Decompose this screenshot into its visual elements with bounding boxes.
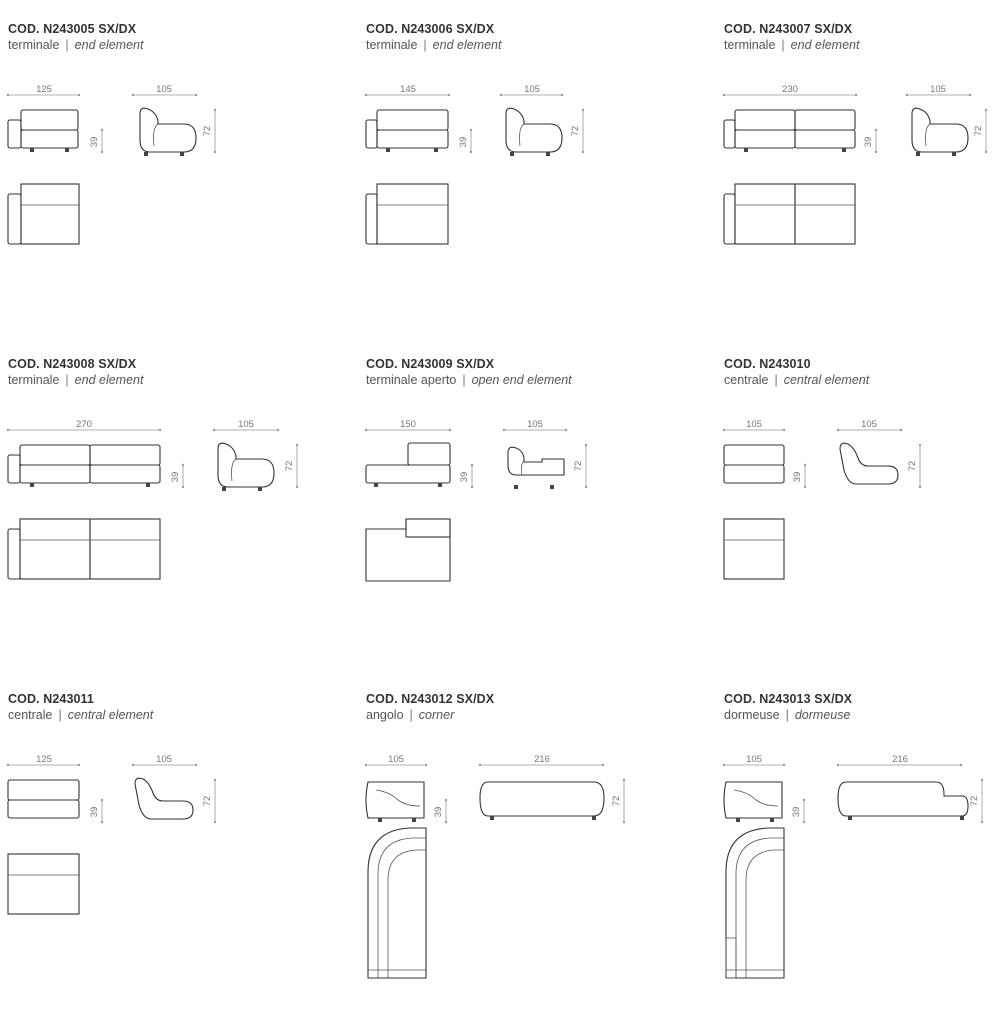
front-view — [366, 782, 424, 822]
svg-text:105: 105 — [238, 419, 254, 430]
svg-text:105: 105 — [527, 419, 543, 430]
svg-text:230: 230 — [782, 84, 798, 95]
module-code: COD. N243010 — [724, 357, 811, 371]
side-view — [840, 443, 898, 484]
back-height-dimension — [570, 109, 584, 153]
separator: | — [781, 38, 785, 52]
svg-text:39: 39 — [791, 806, 802, 818]
svg-text:216: 216 — [892, 754, 908, 765]
front-view — [8, 780, 79, 818]
separator: | — [58, 708, 62, 722]
module-code: COD. N243013 SX/DX — [724, 692, 853, 706]
svg-text:72: 72 — [973, 125, 984, 137]
side-view — [218, 443, 274, 491]
module-drawings — [724, 22, 994, 342]
side-view — [480, 782, 604, 820]
module-code: COD. N243009 SX/DX — [366, 357, 495, 371]
seat-height-dimension — [89, 799, 103, 823]
module-n243009 — [366, 357, 696, 677]
seat-height-dimension — [459, 464, 473, 488]
module-name-it: terminale — [8, 373, 60, 387]
module-name-en: open end element — [471, 373, 572, 387]
svg-text:105: 105 — [156, 84, 172, 95]
side-view — [912, 108, 968, 156]
front-view — [724, 445, 784, 483]
module-name-it: centrale — [724, 373, 769, 387]
module-code: COD. N243008 SX/DX — [8, 357, 137, 371]
module-name-en: central element — [783, 373, 870, 387]
module-drawings — [8, 357, 338, 677]
svg-text:72: 72 — [969, 795, 980, 807]
module-drawings — [366, 692, 666, 992]
module-n243007 — [724, 22, 1003, 342]
svg-text:125: 125 — [36, 84, 52, 95]
module-n243010 — [724, 357, 1003, 677]
side-view — [506, 108, 562, 156]
svg-text:105: 105 — [524, 84, 540, 95]
front-view — [366, 443, 450, 487]
svg-text:39: 39 — [863, 136, 874, 148]
separator: | — [65, 38, 69, 52]
front-width-dimension — [723, 419, 785, 431]
separator: | — [774, 373, 778, 387]
back-height-dimension — [202, 779, 216, 823]
svg-text:39: 39 — [459, 471, 470, 483]
module-name-it: terminale — [724, 38, 776, 52]
svg-text:105: 105 — [746, 419, 762, 430]
plan-view — [8, 184, 79, 244]
module-name-en: end element — [790, 38, 860, 52]
svg-text:105: 105 — [930, 84, 946, 95]
separator: | — [423, 38, 427, 52]
module-code: COD. N243012 SX/DX — [366, 692, 495, 706]
side-width-dimension — [213, 419, 279, 431]
front-width-dimension — [365, 754, 427, 766]
module-name-en: end element — [74, 373, 144, 387]
side-width-dimension — [500, 84, 563, 96]
front-width-dimension — [7, 419, 161, 431]
front-width-dimension — [7, 84, 80, 96]
svg-text:72: 72 — [202, 125, 213, 137]
seat-height-dimension — [458, 129, 472, 153]
back-height-dimension — [907, 444, 921, 488]
module-name-en: end element — [74, 38, 144, 52]
svg-text:216: 216 — [534, 754, 550, 765]
svg-text:72: 72 — [573, 460, 584, 472]
side-width-dimension — [837, 419, 902, 431]
side-width-dimension — [132, 84, 197, 96]
svg-text:39: 39 — [89, 136, 100, 148]
module-code: COD. N243007 SX/DX — [724, 22, 853, 36]
module-name-en: end element — [432, 38, 502, 52]
side-width-dimension — [132, 754, 197, 766]
module-name-it: terminale — [8, 38, 60, 52]
front-width-dimension — [365, 419, 451, 431]
back-height-dimension — [611, 779, 625, 823]
plan-view — [366, 184, 448, 244]
svg-text:39: 39 — [433, 806, 444, 818]
svg-text:105: 105 — [156, 754, 172, 765]
plan-view — [368, 828, 426, 978]
module-n243008 — [8, 357, 338, 677]
plan-view — [724, 519, 784, 579]
seat-height-dimension — [89, 129, 103, 153]
separator: | — [409, 708, 413, 722]
svg-text:125: 125 — [36, 754, 52, 765]
back-height-dimension — [969, 779, 983, 823]
seat-height-dimension — [792, 464, 806, 488]
side-width-dimension — [906, 84, 971, 96]
back-height-dimension — [973, 109, 987, 153]
side-view — [838, 782, 968, 820]
svg-text:39: 39 — [458, 136, 469, 148]
svg-text:145: 145 — [400, 84, 416, 95]
module-name-it: dormeuse — [724, 708, 780, 722]
seat-height-dimension — [433, 799, 447, 823]
back-height-dimension — [202, 109, 216, 153]
side-width-dimension — [479, 754, 604, 766]
svg-text:39: 39 — [170, 471, 181, 483]
svg-text:105: 105 — [388, 754, 404, 765]
module-n243006 — [366, 22, 696, 342]
plan-view — [8, 854, 79, 914]
front-view — [8, 445, 160, 487]
side-view — [508, 447, 564, 489]
module-n243013 — [724, 692, 1003, 1012]
svg-text:72: 72 — [202, 795, 213, 807]
module-n243005 — [8, 22, 338, 342]
module-n243012 — [366, 692, 696, 1012]
module-name-en: corner — [418, 708, 455, 722]
svg-text:150: 150 — [400, 419, 416, 430]
front-width-dimension — [7, 754, 80, 766]
back-height-dimension — [573, 444, 587, 488]
module-drawings — [366, 22, 696, 342]
side-view — [140, 108, 196, 156]
module-drawings — [724, 692, 994, 992]
plan-view — [366, 519, 450, 581]
plan-view — [8, 519, 160, 579]
module-name-it: centrale — [8, 708, 53, 722]
svg-text:39: 39 — [792, 471, 803, 483]
module-drawings — [724, 357, 994, 677]
separator: | — [462, 373, 466, 387]
svg-text:105: 105 — [861, 419, 877, 430]
module-n243011 — [8, 692, 338, 1012]
module-drawings — [366, 357, 696, 677]
svg-text:270: 270 — [76, 419, 92, 430]
separator: | — [65, 373, 69, 387]
svg-text:72: 72 — [611, 795, 622, 807]
module-code: COD. N243005 SX/DX — [8, 22, 137, 36]
module-name-en: central element — [67, 708, 154, 722]
svg-text:105: 105 — [746, 754, 762, 765]
svg-text:72: 72 — [907, 460, 918, 472]
module-name-it: terminale — [366, 38, 418, 52]
module-drawings — [8, 692, 308, 992]
front-width-dimension — [723, 754, 785, 766]
seat-height-dimension — [170, 464, 184, 488]
front-view — [724, 110, 855, 152]
front-width-dimension — [723, 84, 857, 96]
side-view — [135, 778, 193, 819]
front-width-dimension — [365, 84, 450, 96]
seat-height-dimension — [791, 799, 805, 823]
plan-view — [726, 828, 784, 978]
back-height-dimension — [284, 444, 298, 488]
svg-text:39: 39 — [89, 806, 100, 818]
separator: | — [785, 708, 789, 722]
svg-text:72: 72 — [570, 125, 581, 137]
side-width-dimension — [503, 419, 567, 431]
front-view — [366, 110, 448, 152]
module-code: COD. N243006 SX/DX — [366, 22, 495, 36]
side-width-dimension — [837, 754, 962, 766]
plan-view — [724, 184, 855, 244]
module-drawings — [8, 22, 338, 342]
svg-text:72: 72 — [284, 460, 295, 472]
module-name-it: terminale aperto — [366, 373, 457, 387]
front-view — [8, 110, 78, 152]
seat-height-dimension — [863, 129, 877, 153]
module-name-it: angolo — [366, 708, 404, 722]
front-view — [724, 782, 782, 822]
module-code: COD. N243011 — [8, 692, 94, 706]
module-name-en: dormeuse — [794, 708, 851, 722]
